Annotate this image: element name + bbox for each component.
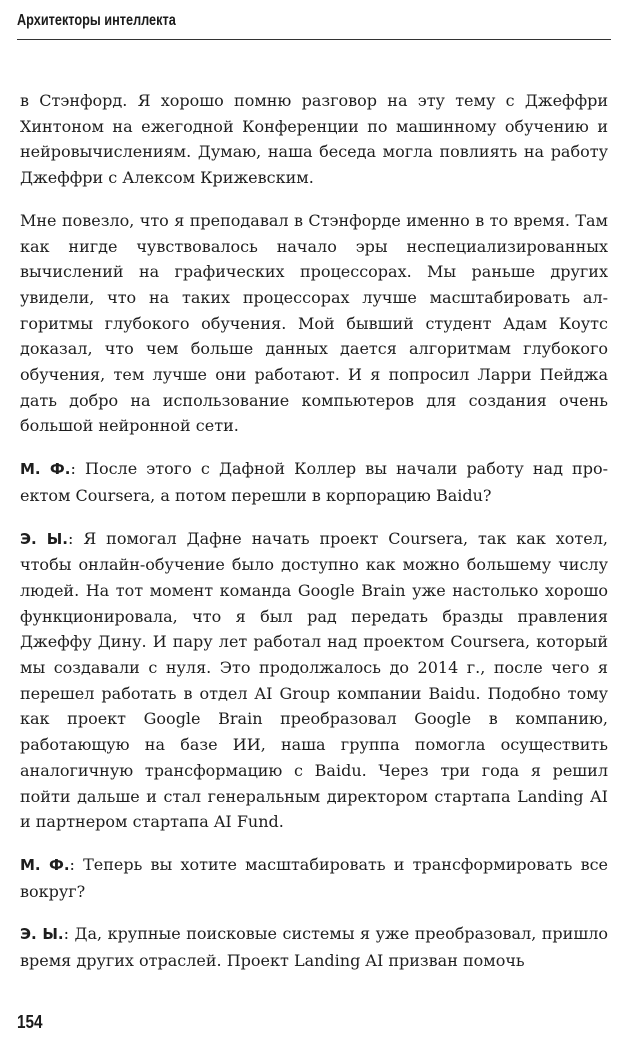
paragraph-1 xyxy=(20,88,608,191)
paragraph-text: : Теперь вы хотите масштабировать и трансформировать все вокруг? xyxy=(20,854,609,901)
page-body xyxy=(20,88,608,991)
speaker-label: Э. Ы. xyxy=(20,925,64,944)
paragraph-text: : Да, крупные поисковые системы я уже преобразовал, пришло время других отраслей. Проект Landing AI призван помочь xyxy=(20,924,609,971)
running-head-title: Архитекторы интеллекта xyxy=(17,12,176,29)
page-number: 154 xyxy=(17,1012,43,1032)
speaker-label: Э. Ы. xyxy=(20,529,69,548)
paragraph-text: Мне повезло, что я преподавал в Стэнфорде именно в то время. Там как нигде чувствовалось начало эры неспециализированных вычислений на графических процессорах. Мы раньше других увидели, что на таких процессорах лучше масштабировать алгоритмы глубокого обучения. Мой бывший студент Адам Коутс доказал, что чем больше данных дается алгоритмам глубокого обучения, тем лучше они работают. И я попросил Ларри Пейджа дать добро на использование компьютеров для создания очень большой нейронной сети. xyxy=(20,210,608,436)
paragraph-3 xyxy=(20,456,608,508)
paragraph-6 xyxy=(20,921,608,973)
paragraph-5 xyxy=(20,852,608,904)
paragraph-text: : Я помогал Дафне начать проект Coursera, так как хотел, чтобы онлайн-обучение было доступно как можно большему числу людей. На тот момент команда Google Brain уже настолько хорошо функционировала, что я был рад передать бразды правления Джеффу Дину. И пару лет работал над проектом Coursera, который мы создавали с нуля. Это продолжалось до 2014 г., после чего я перешел работать в отдел AI Group компании Baidu. Подобно тому как проект Google Brain преобразовал Google в компанию, работающую на базе ИИ, наша группа помогла осуществить аналогичную трансформацию с Baidu. Через три года я решил пойти дальше и стал генеральным директором стартапа Landing AI и партнером стартапа AI Fund. xyxy=(20,528,608,832)
paragraph-text: в Стэнфорд. Я хорошо помню разговор на эту тему с Джеффри Хинтоном на ежегодной Конференции по машинному обучению и нейровычислениям. Думаю, наша беседа могла повлиять на работу Джеффри с Алексом Крижевским. xyxy=(20,91,608,188)
speaker-label: М. Ф. xyxy=(20,855,70,874)
speaker-label: М. Ф. xyxy=(20,460,71,479)
paragraph-2 xyxy=(20,208,608,439)
header-rule xyxy=(17,39,611,40)
paragraph-text: : После этого с Дафной Коллер вы начали работу над проектом Coursera, а потом перешли в корпорацию Baidu? xyxy=(20,459,609,505)
paragraph-4 xyxy=(20,526,608,835)
